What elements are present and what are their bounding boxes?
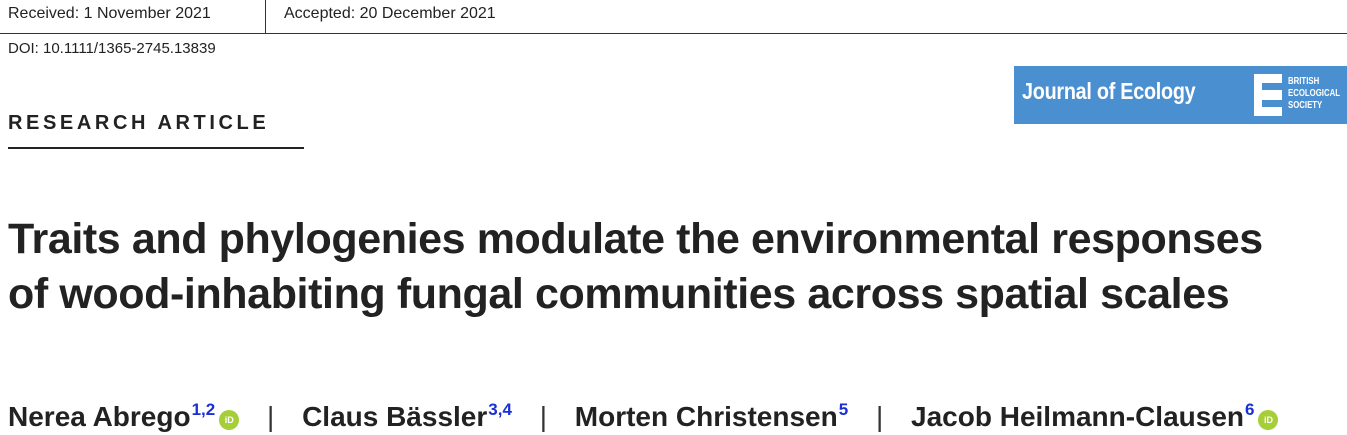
- author: [8, 392, 239, 435]
- accepted-date: Accepted: 20 December 2021: [284, 5, 496, 22]
- title-line: Traits and phylogenies modulate the environmental responses: [8, 215, 1263, 263]
- author-separator: |: [539, 401, 547, 432]
- society-name-line: BRITISH: [1288, 76, 1320, 87]
- affiliation-link[interactable]: 3,4: [488, 400, 512, 419]
- author-name: Claus Bässler: [302, 401, 488, 432]
- author-name: Nerea Abrego: [8, 401, 191, 432]
- author: [575, 392, 848, 435]
- author-separator: |: [267, 401, 275, 432]
- author-list: [8, 392, 1278, 435]
- article-type-label: RESEARCH ARTICLE: [8, 112, 270, 134]
- journal-logo[interactable]: [1014, 66, 1347, 124]
- doi[interactable]: DOI: 10.1111/1365-2745.13839: [8, 40, 216, 57]
- article-title: [8, 212, 1338, 322]
- society-name-line: SOCIETY: [1288, 100, 1323, 111]
- society-name-line: ECOLOGICAL: [1288, 88, 1341, 99]
- author-separator: |: [875, 401, 884, 432]
- author-name: Jacob Heilmann-Clausen: [911, 401, 1244, 432]
- british-ecological-society-icon: [1254, 74, 1282, 116]
- author: [302, 392, 512, 435]
- affiliation-link[interactable]: 1,2: [191, 400, 216, 419]
- orcid-icon[interactable]: iD: [1258, 410, 1278, 430]
- article-type-underline: [8, 147, 304, 149]
- society-name: [1288, 76, 1347, 112]
- orcid-icon[interactable]: iD: [219, 410, 239, 430]
- affiliation-link[interactable]: 5: [838, 400, 849, 419]
- affiliation-link[interactable]: 6: [1245, 400, 1255, 419]
- author-name: Morten Christensen: [574, 401, 838, 432]
- received-date: Received: 1 November 2021: [8, 5, 211, 22]
- author: [911, 392, 1278, 435]
- dates-divider: [265, 0, 266, 33]
- title-line: of wood-inhabiting fungal communities across spatial scales: [8, 270, 1230, 318]
- journal-name: Journal of Ecology: [1022, 78, 1196, 104]
- article-dates-bar: [0, 0, 1347, 34]
